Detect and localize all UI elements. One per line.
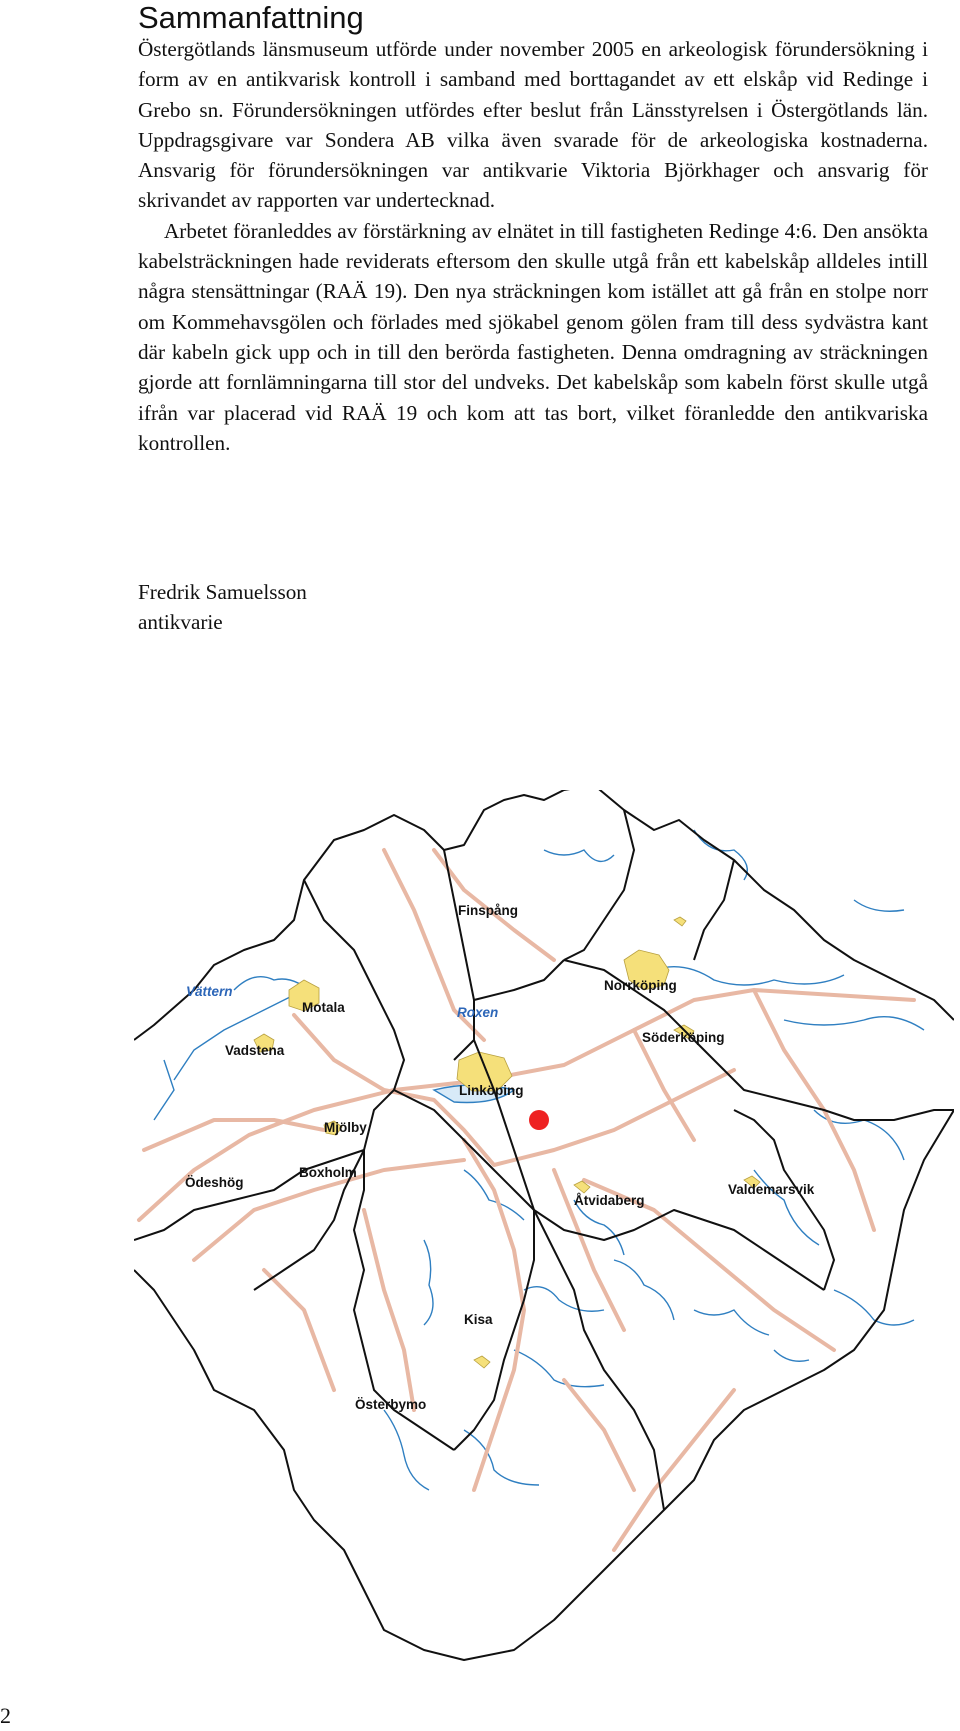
county-map [134, 790, 954, 1670]
town-label-boxholm: Boxholm [299, 1165, 357, 1180]
urban-areas [254, 917, 760, 1368]
signature-block [138, 577, 307, 637]
lake-label-vattern: Vättern [186, 984, 233, 999]
municipal-borders [134, 790, 954, 1660]
road-network [139, 850, 914, 1550]
town-label-valdemarsvik: Valdemarsvik [728, 1182, 815, 1197]
town-label-soderkoping: Söderköping [642, 1030, 725, 1045]
signature-name: Fredrik Samuelsson [138, 580, 307, 604]
page-heading: Sammanfattning [138, 0, 364, 35]
summary-paragraph-1: Östergötlands länsmuseum utförde under november 2005 en arkeologisk förundersökning i form av en antikvarisk kontroll i samband med borttagandet av ett elskåp vid Redinge i Grebo sn. Förundersökningen utfördes efter beslut från Länsstyrelsen i Östergötlands län. Uppdragsgivare var Sondera AB vilka även svarade för de arkeologiska kostnaderna. Ansvarig för förundersökningen var antikvarie Viktoria Björkhager och ansvarig för skrivandet av rapporten var undertecknad. [138, 37, 928, 213]
town-label-finspang: Finspång [458, 903, 518, 918]
town-label-norrkoping: Norrköping [604, 978, 677, 993]
town-label-mjolby: Mjölby [324, 1120, 367, 1135]
town-label-motala: Motala [302, 1000, 345, 1015]
summary-body [138, 34, 928, 458]
page-number: 2 [0, 1703, 11, 1728]
town-label-linkoping: Linköping [459, 1083, 524, 1098]
site-marker [529, 1110, 549, 1130]
town-label-vadstena: Vadstena [225, 1043, 285, 1058]
lake-label-roxen: Roxen [457, 1005, 499, 1020]
signature-title: antikvarie [138, 610, 223, 634]
summary-paragraph-2: Arbetet föranleddes av förstärkning av elnätet in till fastigheten Redinge 4:6. Den ansökta kabelsträckningen hade reviderats eftersom den skulle utgå från ett kabelskåp alldeles intill några stensättningar (RAÄ 19). Den nya sträckningen kom istället att gå från en stolpe norr om Kommehavsgölen och förlades med sjökabel genom gölen fram till dess sydvästra kant där kabeln gick upp och in till den berörda fastigheten. Denna omdragning av sträckningen gjorde att fornlämningarna till stor del undveks. Det kabelskåp som kabeln först skulle utgå ifrån var placerad vid RAÄ 19 och kom att tas bort, vilket föranledde den antikvariska kontrollen. [138, 218, 928, 455]
water-features [154, 830, 924, 1490]
town-label-osterbymo: Österbymo [355, 1397, 427, 1412]
town-label-odeshog: Ödeshög [185, 1175, 244, 1190]
town-label-kisa: Kisa [464, 1312, 493, 1327]
town-label-atvidaberg: Åtvidaberg [574, 1193, 645, 1208]
